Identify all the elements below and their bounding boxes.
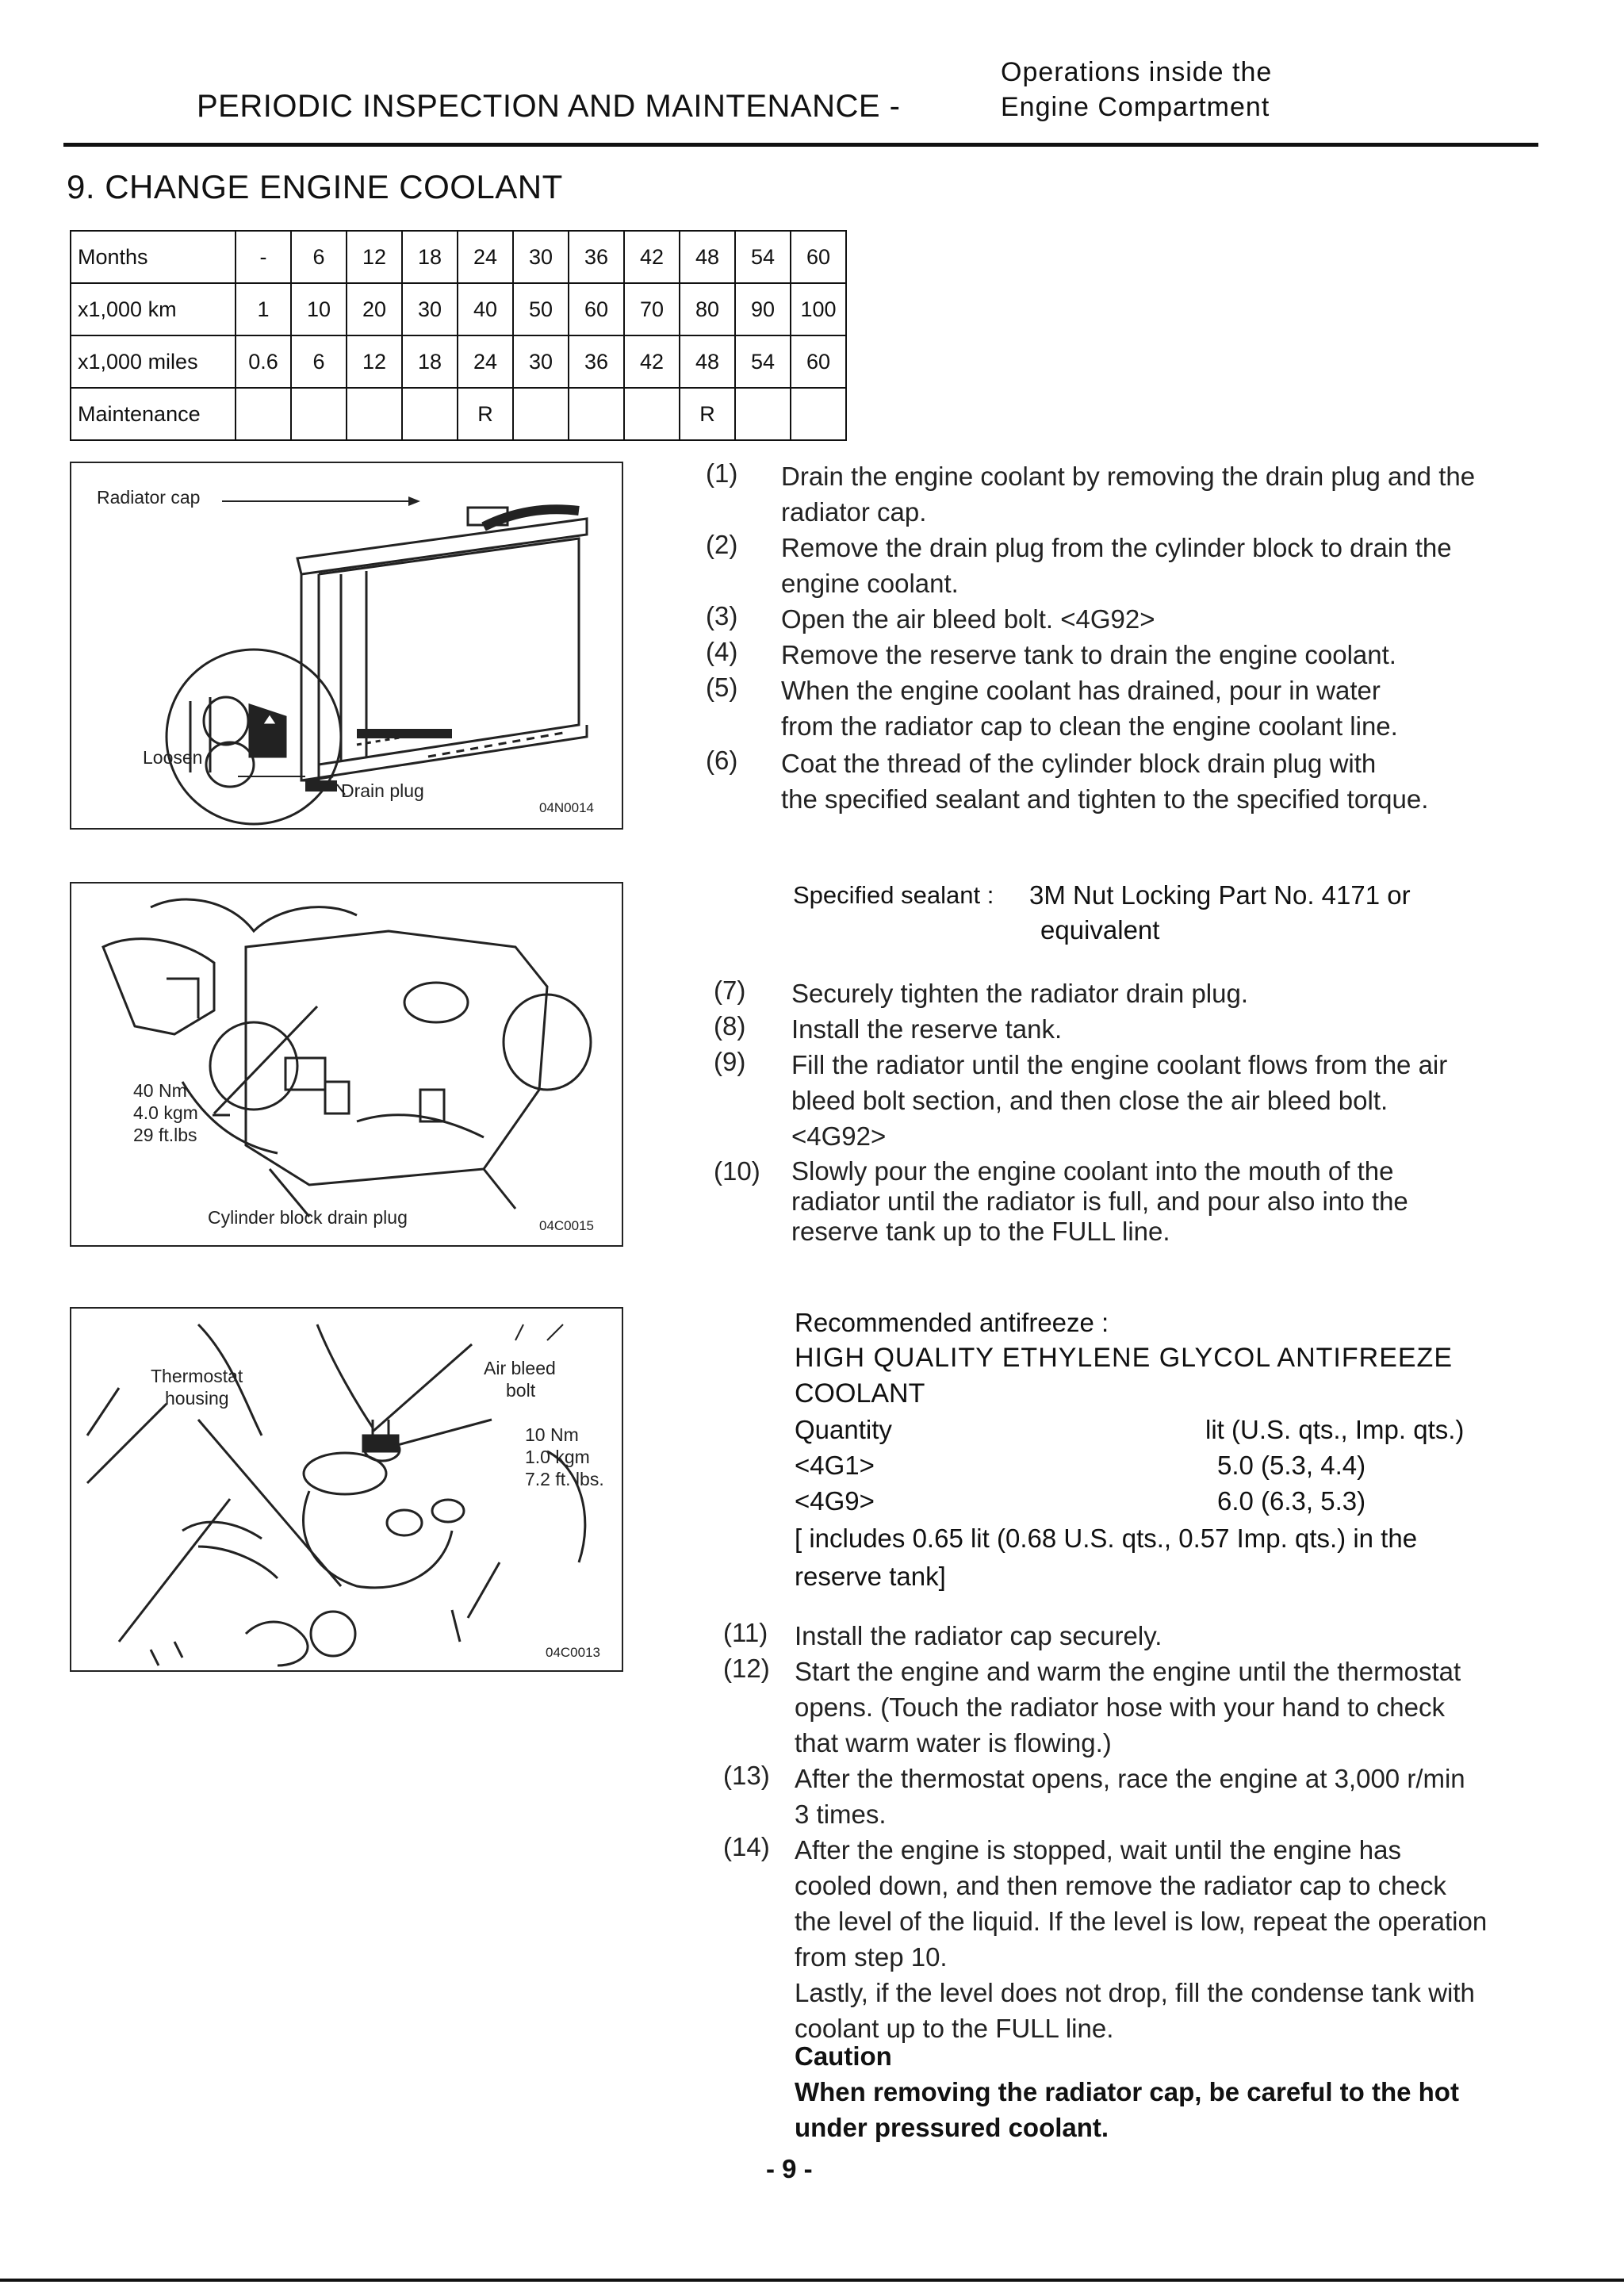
step-number: (13): [723, 1761, 770, 1790]
table-row: [71, 335, 846, 388]
table-cell: R: [458, 388, 513, 440]
step-line: radiator cap.: [781, 497, 927, 527]
step-text: [795, 1654, 1461, 1761]
table-cell: 70: [624, 283, 680, 335]
step-line: Remove the drain plug from the cylinder block to drain the: [781, 533, 1452, 562]
step-text: [781, 673, 1398, 744]
row-header: Months: [71, 231, 236, 283]
step-line: bleed bolt section, and then close the air bleed bolt.: [791, 1086, 1388, 1115]
figure-code: 04C0015: [539, 1218, 595, 1233]
step-line: Open the air bleed bolt. <4G92>: [781, 604, 1155, 634]
step-line: Coat the thread of the cylinder block drain plug with: [781, 749, 1377, 778]
table-cell: 18: [402, 231, 458, 283]
engine-quantity: 5.0 (5.3, 4.4): [1217, 1451, 1366, 1480]
step-line: Securely tighten the radiator drain plug.: [791, 979, 1249, 1008]
table-cell: 42: [624, 231, 680, 283]
step-number: (8): [714, 1011, 746, 1041]
header-subtitle-line2: Engine Compartment: [1001, 92, 1270, 122]
step-number: (6): [706, 746, 738, 775]
row-header: x1,000 miles: [71, 335, 236, 388]
torque-label-ftlbs: 29 ft.lbs: [133, 1125, 197, 1145]
table-cell: -: [236, 231, 291, 283]
quantity-unit: lit (U.S. qts., Imp. qts.): [1205, 1415, 1465, 1444]
table-cell: [624, 388, 680, 440]
step-text: [781, 458, 1475, 530]
step-number: (12): [723, 1654, 770, 1683]
step-line: engine coolant.: [781, 569, 959, 598]
engine-label: <4G1>: [795, 1451, 875, 1480]
table-cell: 6: [291, 335, 347, 388]
row-header: Maintenance: [71, 388, 236, 440]
page-number: - 9 -: [766, 2154, 813, 2183]
figure-code: 04C0013: [546, 1645, 601, 1660]
figure-caption: Cylinder block drain plug: [208, 1207, 408, 1228]
step-number: (2): [706, 530, 738, 559]
step-text: [781, 530, 1452, 601]
section-title: 9. CHANGE ENGINE COOLANT: [67, 168, 563, 205]
radiator-illustration: [71, 463, 622, 828]
table-cell: 54: [735, 231, 791, 283]
maintenance-schedule-table: [70, 230, 847, 441]
step-line: radiator until the radiator is full, and pour also into the: [791, 1186, 1408, 1216]
radiator-figure: [70, 462, 623, 830]
table-cell: 100: [791, 283, 846, 335]
step-line: the specified sealant and tighten to the specified torque.: [781, 784, 1429, 814]
step-line: from step 10.: [795, 1942, 948, 1972]
step-text: [795, 1832, 1487, 2046]
table-cell: 36: [569, 231, 624, 283]
step-line: coolant up to the FULL line.: [795, 2014, 1114, 2043]
step-line: Fill the radiator until the engine coolant flows from the air: [791, 1050, 1448, 1079]
table-cell: 30: [513, 335, 569, 388]
step-text: [795, 1618, 1162, 1654]
caution-line1: When removing the radiator cap, be careful to the hot: [795, 2077, 1459, 2106]
cylinder-block-figure: [70, 882, 623, 1247]
step-line: Slowly pour the engine coolant into the mouth of the: [791, 1156, 1394, 1186]
step-line: Remove the reserve tank to drain the engine coolant.: [781, 640, 1396, 669]
table-cell: 12: [347, 231, 402, 283]
torque-label-ftlbs: 7.2 ft. lbs.: [525, 1469, 604, 1489]
table-cell: [735, 388, 791, 440]
step-line: When the engine coolant has drained, pour in water: [781, 676, 1381, 705]
table-cell: 18: [402, 335, 458, 388]
table-cell: 48: [680, 335, 735, 388]
antifreeze-heading: Recommended antifreeze :: [795, 1308, 1109, 1337]
table-cell: 30: [402, 283, 458, 335]
caution-title: Caution: [795, 2041, 892, 2071]
table-cell: 36: [569, 335, 624, 388]
step-number: (11): [723, 1618, 768, 1647]
thermostat-label-line1: Thermostat: [151, 1366, 243, 1386]
step-number: (1): [706, 458, 738, 488]
step-line: <4G92>: [791, 1121, 887, 1151]
table-cell: [236, 388, 291, 440]
table-cell: 1: [236, 283, 291, 335]
step-text: [795, 1761, 1465, 1832]
torque-label-kgm: 1.0 kgm: [525, 1447, 590, 1467]
table-cell: 48: [680, 231, 735, 283]
antifreeze-note-line1: [ includes 0.65 lit (0.68 U.S. qts., 0.57 Imp. qts.) in the: [795, 1524, 1418, 1553]
table-cell: 0.6: [236, 335, 291, 388]
table-cell: R: [680, 388, 735, 440]
table-cell: 10: [291, 283, 347, 335]
table-cell: 80: [680, 283, 735, 335]
air-bleed-label-line1: Air bleed: [484, 1358, 556, 1378]
step-line: Start the engine and warm the engine until the thermostat: [795, 1657, 1461, 1686]
step-line: the level of the liquid. If the level is low, repeat the operation: [795, 1907, 1488, 1936]
step-text: [791, 976, 1248, 1011]
table-cell: 40: [458, 283, 513, 335]
table-cell: 42: [624, 335, 680, 388]
step-line: Install the reserve tank.: [791, 1014, 1063, 1044]
table-cell: 50: [513, 283, 569, 335]
table-cell: [347, 388, 402, 440]
step-text: [791, 1156, 1408, 1247]
step-line: After the engine is stopped, wait until the engine has: [795, 1835, 1402, 1865]
thermostat-label-line2: housing: [165, 1388, 229, 1409]
table-cell: 60: [791, 231, 846, 283]
figure-code: 04N0014: [539, 800, 595, 815]
table-cell: [569, 388, 624, 440]
torque-label-kgm: 4.0 kgm: [133, 1102, 198, 1123]
sealant-value-line1: 3M Nut Locking Part No. 4171 or: [1029, 880, 1411, 910]
step-number: (5): [706, 673, 738, 702]
table-cell: 24: [458, 335, 513, 388]
step-line: Lastly, if the level does not drop, fill the condense tank with: [795, 1978, 1475, 2007]
table-cell: 60: [569, 283, 624, 335]
step-number: (4): [706, 637, 738, 666]
table-cell: 60: [791, 335, 846, 388]
torque-label-nm: 10 Nm: [525, 1424, 579, 1445]
step-number: (3): [706, 601, 738, 631]
step-line: cooled down, and then remove the radiator cap to check: [795, 1871, 1446, 1900]
header-subtitle-line1: Operations inside the: [1001, 57, 1273, 87]
step-line: reserve tank up to the FULL line.: [791, 1217, 1170, 1246]
torque-label-nm: 40 Nm: [133, 1080, 187, 1101]
table-cell: [513, 388, 569, 440]
step-line: that warm water is flowing.): [795, 1728, 1112, 1757]
step-line: opens. (Touch the radiator hose with your hand to check: [795, 1692, 1445, 1722]
quantity-label: Quantity: [795, 1415, 892, 1444]
table-row: [71, 388, 846, 440]
step-text: [781, 746, 1428, 817]
engine-label: <4G9>: [795, 1486, 875, 1516]
table-cell: 30: [513, 231, 569, 283]
table-cell: 12: [347, 335, 402, 388]
step-line: 3 times.: [795, 1800, 887, 1829]
antifreeze-name-line1: HIGH QUALITY ETHYLENE GLYCOL ANTIFREEZE: [795, 1343, 1453, 1373]
table-row: [71, 283, 846, 335]
caution-line2: under pressured coolant.: [795, 2113, 1109, 2142]
step-number: (14): [723, 1832, 770, 1861]
step-number: (10): [714, 1156, 760, 1186]
footer-rule: [0, 2279, 1624, 2282]
air-bleed-label-line2: bolt: [506, 1380, 536, 1401]
radiator-cap-label: Radiator cap: [97, 487, 201, 508]
sealant-value-line2: equivalent: [1040, 915, 1160, 945]
table-cell: 24: [458, 231, 513, 283]
engine-block-illustration: [71, 884, 622, 1245]
table-cell: 20: [347, 283, 402, 335]
step-line: Install the radiator cap securely.: [795, 1621, 1162, 1650]
step-number: (9): [714, 1047, 746, 1076]
drain-plug-label: Drain plug: [341, 780, 424, 801]
table-cell: [791, 388, 846, 440]
loosen-label: Loosen: [143, 747, 203, 768]
engine-quantity: 6.0 (6.3, 5.3): [1217, 1486, 1366, 1516]
table-cell: 6: [291, 231, 347, 283]
antifreeze-note-line2: reserve tank]: [795, 1562, 946, 1591]
step-text: [781, 637, 1396, 673]
thermostat-figure: [70, 1307, 623, 1672]
step-line: from the radiator cap to clean the engine coolant line.: [781, 711, 1398, 741]
row-header: x1,000 km: [71, 283, 236, 335]
table-cell: 54: [735, 335, 791, 388]
step-number: (7): [714, 976, 746, 1005]
step-text: [781, 601, 1155, 637]
table-cell: [291, 388, 347, 440]
header-title: PERIODIC INSPECTION AND MAINTENANCE -: [197, 89, 901, 124]
step-line: Drain the engine coolant by removing the drain plug and the: [781, 462, 1476, 491]
table-cell: 90: [735, 283, 791, 335]
step-text: [791, 1011, 1062, 1047]
table-row: [71, 231, 846, 283]
step-line: After the thermostat opens, race the engine at 3,000 r/min: [795, 1764, 1465, 1793]
sealant-label: Specified sealant :: [793, 881, 994, 909]
table-cell: [402, 388, 458, 440]
header-rule: [63, 143, 1538, 147]
antifreeze-name-line2: COOLANT: [795, 1378, 925, 1409]
step-text: [791, 1047, 1447, 1154]
